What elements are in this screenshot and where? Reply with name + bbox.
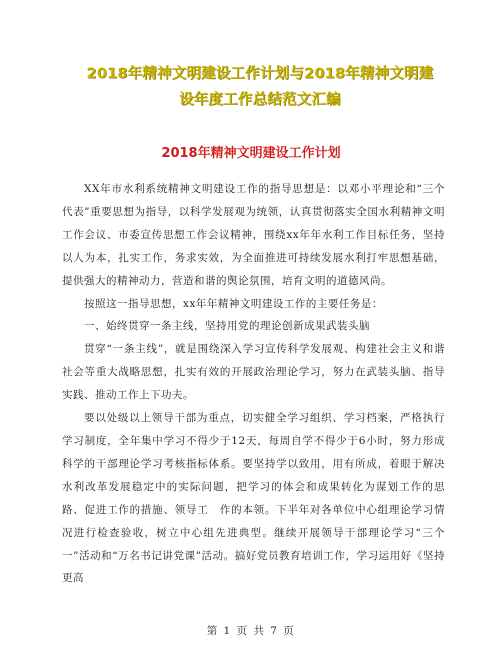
document-body: [62, 178, 445, 590]
section-title: 2018年精神文明建设工作计划: [161, 146, 341, 161]
page-footer: 第 1 页 共 7 页: [206, 625, 296, 637]
body-paragraph: 贯穿“一条主线”，就是围绕深入学习宣传科学发展观、构建社会主义和谐社会等重大战略思想，扎实有效的开展政治理论学习，努力在武装头脑、指导实践、推动工作上下功夫。: [62, 343, 445, 402]
document-title-line-1: 2018年精神文明建设工作计划与2018年精神文明建: [86, 66, 434, 82]
document-title-line-2: 设年度工作总结范文汇编: [179, 92, 341, 108]
body-paragraph: 一、始终贯穿一条主线，坚持用党的理论创新成果武装头脑: [84, 320, 371, 333]
body-paragraph: 按照这一指导思想，xx年年精神文明建设工作的主要任务是：: [84, 297, 383, 310]
body-paragraph: 要以处级以上领导干部为重点，切实健全学习组织、学习档案，严格执行学习制度，全年集中学习不得少于12天，每周自学不得少于6小时，努力形成科学的干部理论学习考核指标体系。要坚持学以致用，用有所成，着眼于解决水利改革发展稳定中的实际问题，把学习的体会和成果转化为谋划工作的思路、促进工作的措施、领导工 作的本领。下半年对各单位中心组理论学习情况进行检查验收，树立中心组先进典型。继续开展领导干部理论学习“三个一”活动和“万名书记讲党课”活动。搞好党员教育培训工作，学习运用好《坚持更高: [62, 412, 445, 585]
body-paragraph: XX年市水利系统精神文明建设工作的指导思想是：以邓小平理论和“三个代表”重要思想为指导，以科学发展观为统领，认真贯彻落实全国水利精神文明工作会议、市委宣传思想工作会议精神，围绕xx年年水利工作目标任务，坚持以人为本，扎实工作，务求实效，为全面推进可持续发展水利打牢思想基础，提供强大的精神动力，营造和谐的舆论氛围，培育文明的道德风尚。: [62, 183, 445, 287]
